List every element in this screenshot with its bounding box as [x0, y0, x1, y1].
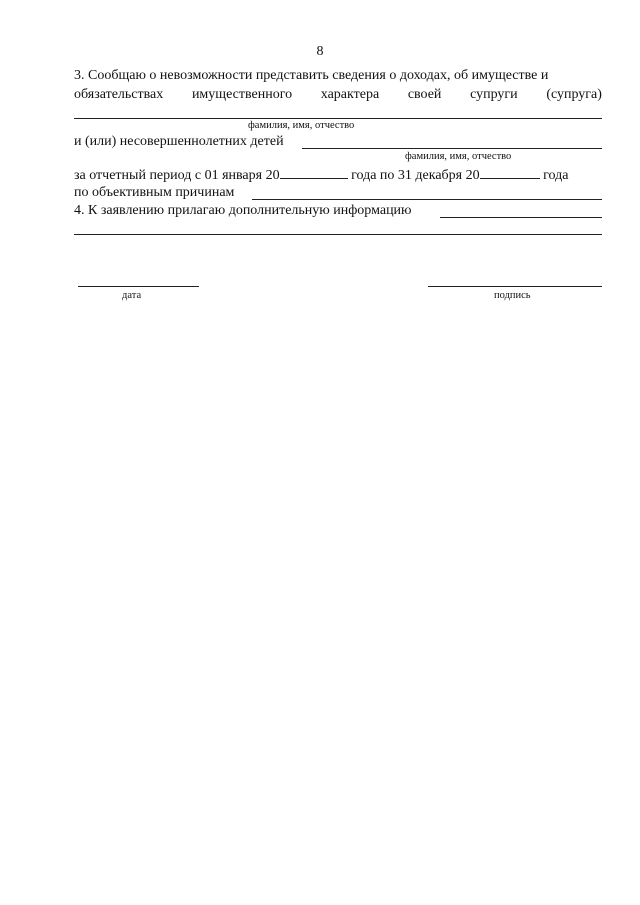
date-caption: дата: [122, 290, 142, 301]
item3-word: характера: [320, 87, 380, 102]
reasons-label: по объективным причинам: [74, 185, 235, 200]
item3-line2: [74, 87, 602, 103]
reasons-blank[interactable]: [252, 199, 602, 200]
item3-word: своей: [407, 87, 442, 102]
page-number: 8: [316, 44, 324, 59]
item3-word: (супруга): [546, 87, 602, 102]
children-label: и (или) несовершеннолетних детей: [74, 134, 284, 149]
children-name-caption: фамилия, имя, отчество: [405, 151, 512, 162]
date-blank[interactable]: [78, 286, 199, 287]
period-prefix: за отчетный период с 01 января 20: [74, 168, 280, 183]
spouse-name-caption: фамилия, имя, отчество: [248, 120, 355, 131]
period-middle: года по 31 декабря 20: [351, 168, 480, 183]
item3-line1: 3. Сообщаю о невозможности представить сведения о доходах, об имуществе и: [74, 68, 549, 83]
end-year-blank[interactable]: [480, 166, 540, 179]
period-suffix: года: [543, 168, 569, 183]
period-line: [74, 166, 568, 184]
children-name-blank[interactable]: [302, 148, 602, 149]
spouse-name-blank[interactable]: [74, 118, 602, 119]
start-year-blank[interactable]: [280, 166, 348, 179]
additional-info-blank[interactable]: [440, 217, 602, 218]
item3-word: супруги: [470, 87, 518, 102]
item3-word: обязательствах: [74, 87, 164, 102]
additional-info-blank-2[interactable]: [74, 234, 602, 235]
item4-label: 4. К заявлению прилагаю дополнительную информацию: [74, 203, 412, 218]
signature-blank[interactable]: [428, 286, 602, 287]
signature-caption: подпись: [494, 290, 531, 301]
item3-word: имущественного: [191, 87, 293, 102]
